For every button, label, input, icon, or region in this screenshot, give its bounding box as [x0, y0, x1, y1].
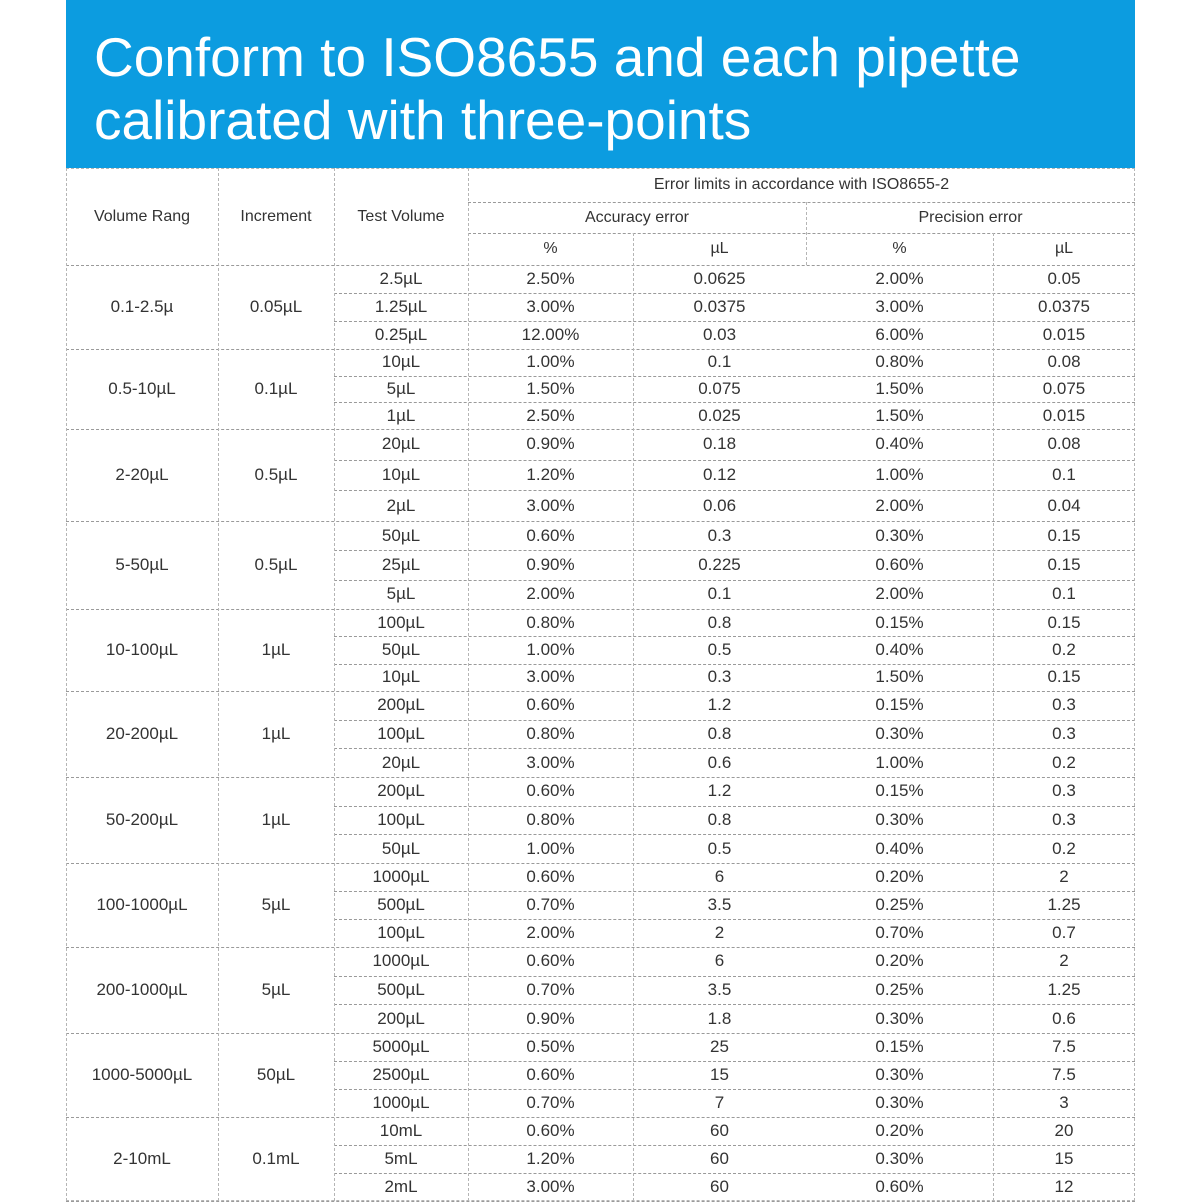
- accuracy-pct-cell: 0.60%: [526, 695, 575, 715]
- precision-pct-cell: 0.25%: [875, 895, 924, 914]
- accuracy-pct-cell: 2.00%: [526, 923, 575, 942]
- precision-ul-cell: 0.05: [1047, 269, 1081, 288]
- test-volume-cell: 10µL: [381, 464, 421, 484]
- header-test-volume: Test Volume: [357, 207, 445, 225]
- test-volume-cell: 5000µL: [372, 1037, 430, 1056]
- accuracy-ul-cell: 60: [710, 1149, 729, 1168]
- header-error-limits: Error limits in accordance with ISO8655-2: [653, 176, 950, 193]
- header-accuracy-error: Accuracy error: [584, 208, 690, 226]
- accuracy-pct-cell: 12.00%: [521, 325, 580, 344]
- accuracy-pct-cell: 1.00%: [526, 352, 575, 372]
- precision-pct-cell: 0.40%: [875, 838, 924, 858]
- precision-pct-cell: 6.00%: [875, 325, 924, 344]
- accuracy-ul-cell: 0.8: [707, 723, 732, 743]
- volume-range-cell: 0.1-2.5µ: [110, 297, 174, 316]
- precision-ul-cell: 0.015: [1042, 405, 1086, 425]
- precision-pct-cell: 1.50%: [875, 378, 924, 398]
- test-volume-cell: 500µL: [377, 895, 425, 914]
- increment-cell: 0.05µL: [249, 297, 303, 316]
- accuracy-ul-cell: 0.06: [702, 495, 737, 515]
- test-volume-cell: 1000µL: [372, 951, 430, 971]
- increment-cell: 50µL: [256, 1065, 296, 1084]
- precision-pct-cell: 1.00%: [875, 752, 924, 772]
- precision-pct-cell: 0.80%: [875, 352, 924, 372]
- volume-range-cell: 200-1000µL: [96, 980, 188, 999]
- increment-cell: 1µL: [261, 724, 291, 743]
- accuracy-pct-cell: 3.00%: [526, 752, 575, 772]
- accuracy-ul-cell: 1.2: [707, 695, 732, 715]
- test-volume-cell: 100µL: [377, 923, 425, 942]
- precision-pct-cell: 2.00%: [875, 269, 924, 288]
- test-volume-cell: 5mL: [384, 1149, 418, 1168]
- accuracy-pct-cell: 2.50%: [526, 269, 575, 288]
- accuracy-pct-cell: 3.00%: [526, 297, 575, 316]
- precision-pct-cell: 0.20%: [875, 867, 924, 886]
- accuracy-pct-cell: 0.60%: [526, 1065, 575, 1084]
- precision-ul-cell: 0.6: [1052, 1008, 1076, 1028]
- accuracy-pct-cell: 2.50%: [526, 405, 575, 425]
- accuracy-pct-cell: 0.60%: [526, 867, 575, 886]
- precision-pct-cell: 0.15%: [875, 1037, 924, 1056]
- precision-ul-cell: 0.3: [1052, 809, 1076, 829]
- accuracy-ul-cell: 60: [710, 1121, 729, 1140]
- precision-ul-cell: 1.25: [1047, 895, 1081, 914]
- accuracy-pct-cell: 3.00%: [526, 667, 575, 687]
- table-border: [66, 168, 1135, 1201]
- precision-pct-cell: 0.25%: [875, 979, 924, 999]
- test-volume-cell: 2.5µL: [379, 269, 423, 288]
- accuracy-ul-cell: 60: [710, 1177, 729, 1196]
- precision-ul-cell: 0.015: [1042, 325, 1086, 344]
- accuracy-ul-cell: 15: [710, 1065, 729, 1084]
- accuracy-ul-cell: 0.8: [707, 612, 732, 632]
- header-precision-ul: µL: [1054, 240, 1074, 257]
- precision-pct-cell: 0.30%: [875, 1093, 924, 1112]
- accuracy-pct-cell: 2.00%: [526, 584, 575, 604]
- precision-pct-cell: 1.50%: [875, 667, 924, 687]
- accuracy-pct-cell: 0.90%: [526, 1008, 575, 1028]
- accuracy-ul-cell: 0.03: [702, 325, 737, 344]
- volume-range-cell: 100-1000µL: [96, 895, 188, 914]
- accuracy-ul-cell: 6: [714, 951, 725, 971]
- test-volume-cell: 1000µL: [372, 1093, 430, 1112]
- precision-pct-cell: 0.30%: [875, 1065, 924, 1084]
- accuracy-pct-cell: 1.00%: [526, 639, 575, 659]
- test-volume-cell: 10µL: [381, 667, 421, 687]
- volume-range-cell: 50-200µL: [105, 810, 179, 829]
- increment-cell: 0.5µL: [254, 465, 298, 484]
- precision-ul-cell: 0.3: [1052, 723, 1076, 743]
- precision-pct-cell: 0.30%: [875, 1149, 924, 1168]
- test-volume-cell: 5µL: [386, 584, 416, 604]
- precision-ul-cell: 0.15: [1047, 554, 1081, 574]
- banner-title-line-2: calibrated with three-points: [94, 89, 752, 151]
- precision-ul-cell: 0.3: [1052, 781, 1076, 801]
- banner-title-line-1: Conform to ISO8655 and each pipette: [94, 26, 1021, 88]
- accuracy-ul-cell: 0.0375: [693, 297, 746, 316]
- precision-pct-cell: 0.30%: [875, 525, 924, 545]
- precision-ul-cell: 0.075: [1042, 378, 1086, 398]
- accuracy-pct-cell: 0.80%: [526, 723, 575, 743]
- specification-table: [66, 168, 1135, 1196]
- accuracy-ul-cell: 6: [714, 867, 725, 886]
- test-volume-cell: 50µL: [381, 525, 421, 545]
- accuracy-pct-cell: 0.50%: [526, 1037, 575, 1056]
- volume-range-cell: 0.5-10µL: [108, 379, 176, 398]
- accuracy-ul-cell: 0.5: [707, 838, 732, 858]
- accuracy-pct-cell: 0.60%: [526, 951, 575, 971]
- precision-ul-cell: 0.3: [1052, 695, 1076, 715]
- precision-pct-cell: 0.60%: [875, 1177, 924, 1196]
- accuracy-ul-cell: 0.18: [702, 434, 737, 454]
- accuracy-ul-cell: 2: [714, 923, 725, 942]
- precision-pct-cell: 3.00%: [875, 297, 924, 316]
- volume-range-cell: 1000-5000µL: [91, 1065, 193, 1084]
- precision-pct-cell: 2.00%: [875, 584, 924, 604]
- test-volume-cell: 1µL: [386, 405, 416, 425]
- accuracy-pct-cell: 1.00%: [526, 838, 575, 858]
- test-volume-cell: 1000µL: [372, 867, 430, 886]
- volume-range-cell: 2-10mL: [113, 1149, 171, 1168]
- test-volume-cell: 100µL: [377, 809, 425, 829]
- precision-ul-cell: 0.08: [1047, 352, 1081, 372]
- test-volume-cell: 0.25µL: [374, 325, 428, 344]
- precision-ul-cell: 0.04: [1047, 495, 1081, 515]
- accuracy-pct-cell: 0.70%: [526, 1093, 575, 1112]
- accuracy-ul-cell: 0.8: [707, 809, 732, 829]
- accuracy-ul-cell: 0.225: [698, 554, 741, 574]
- accuracy-ul-cell: 0.025: [698, 405, 741, 425]
- precision-ul-cell: 0.15: [1047, 667, 1081, 687]
- precision-pct-cell: 0.30%: [875, 1008, 924, 1028]
- precision-ul-cell: 2: [1059, 867, 1069, 886]
- accuracy-ul-cell: 1.8: [707, 1008, 732, 1028]
- header-volume-range: Volume Rang: [93, 207, 191, 225]
- precision-ul-cell: 2: [1059, 951, 1069, 971]
- precision-pct-cell: 0.15%: [875, 781, 924, 801]
- precision-ul-cell: 0.2: [1052, 639, 1076, 659]
- precision-ul-cell: 1.25: [1047, 979, 1081, 999]
- accuracy-pct-cell: 3.00%: [526, 1177, 575, 1196]
- precision-pct-cell: 1.50%: [875, 405, 924, 425]
- test-volume-cell: 10mL: [379, 1121, 423, 1140]
- increment-cell: 0.5µL: [254, 555, 298, 574]
- accuracy-ul-cell: 0.0625: [693, 269, 746, 288]
- precision-ul-cell: 0.15: [1047, 612, 1081, 632]
- test-volume-cell: 100µL: [377, 612, 425, 632]
- accuracy-ul-cell: 1.2: [707, 781, 732, 801]
- accuracy-pct-cell: 0.60%: [526, 1121, 575, 1140]
- accuracy-pct-cell: 0.90%: [526, 554, 575, 574]
- accuracy-pct-cell: 0.60%: [526, 781, 575, 801]
- precision-ul-cell: 20: [1054, 1121, 1074, 1140]
- test-volume-cell: 500µL: [377, 979, 425, 999]
- precision-ul-cell: 3: [1059, 1093, 1069, 1112]
- accuracy-ul-cell: 3.5: [707, 895, 732, 914]
- increment-cell: 5µL: [261, 895, 291, 914]
- test-volume-cell: 5µL: [386, 378, 416, 398]
- volume-range-cell: 2-20µL: [115, 465, 169, 484]
- header-accuracy-pct: %: [543, 240, 558, 257]
- precision-pct-cell: 0.30%: [875, 723, 924, 743]
- accuracy-pct-cell: 0.70%: [526, 895, 575, 914]
- test-volume-cell: 20µL: [381, 434, 421, 454]
- increment-cell: 0.1µL: [254, 379, 298, 398]
- accuracy-pct-cell: 3.00%: [526, 495, 575, 515]
- precision-ul-cell: 0.1: [1052, 584, 1076, 604]
- test-volume-cell: 200µL: [377, 781, 425, 801]
- accuracy-ul-cell: 0.3: [707, 667, 732, 687]
- accuracy-ul-cell: 3.5: [707, 979, 732, 999]
- precision-ul-cell: 0.08: [1047, 434, 1081, 454]
- precision-ul-cell: 0.7: [1052, 923, 1076, 942]
- precision-ul-cell: 0.1: [1052, 464, 1076, 484]
- accuracy-pct-cell: 0.80%: [526, 612, 575, 632]
- precision-ul-cell: 0.0375: [1038, 297, 1090, 316]
- accuracy-pct-cell: 0.90%: [526, 434, 575, 454]
- precision-ul-cell: 0.2: [1052, 838, 1076, 858]
- increment-cell: 1µL: [261, 810, 291, 829]
- test-volume-cell: 1.25µL: [374, 297, 428, 316]
- accuracy-ul-cell: 0.3: [707, 525, 732, 545]
- precision-pct-cell: 0.30%: [875, 809, 924, 829]
- precision-pct-cell: 0.70%: [875, 923, 924, 942]
- test-volume-cell: 200µL: [377, 1008, 425, 1028]
- precision-ul-cell: 7.5: [1052, 1037, 1076, 1056]
- precision-pct-cell: 0.40%: [875, 639, 924, 659]
- precision-pct-cell: 0.60%: [875, 554, 924, 574]
- accuracy-ul-cell: 7: [714, 1093, 725, 1112]
- precision-pct-cell: 0.40%: [875, 434, 924, 454]
- precision-pct-cell: 1.00%: [875, 464, 924, 484]
- increment-cell: 1µL: [261, 640, 291, 659]
- test-volume-cell: 100µL: [377, 723, 425, 743]
- header-accuracy-ul: µL: [710, 240, 729, 257]
- accuracy-pct-cell: 0.60%: [526, 525, 575, 545]
- accuracy-ul-cell: 0.1: [707, 352, 732, 372]
- test-volume-cell: 2500µL: [372, 1065, 430, 1084]
- test-volume-cell: 25µL: [381, 554, 421, 574]
- volume-range-cell: 10-100µL: [105, 640, 179, 659]
- accuracy-ul-cell: 0.075: [698, 378, 741, 398]
- accuracy-pct-cell: 1.50%: [526, 378, 575, 398]
- volume-range-cell: 5-50µL: [115, 555, 169, 574]
- accuracy-ul-cell: 0.6: [707, 752, 732, 772]
- test-volume-cell: 10µL: [381, 352, 421, 372]
- increment-cell: 5µL: [261, 980, 291, 999]
- increment-cell: 0.1mL: [252, 1149, 300, 1168]
- test-volume-cell: 2mL: [384, 1177, 418, 1196]
- test-volume-cell: 20µL: [381, 752, 421, 772]
- accuracy-pct-cell: 1.20%: [526, 464, 575, 484]
- header-precision-error: Precision error: [918, 208, 1023, 226]
- precision-ul-cell: 7.5: [1052, 1065, 1076, 1084]
- test-volume-cell: 200µL: [377, 695, 425, 715]
- precision-pct-cell: 0.20%: [875, 951, 924, 971]
- accuracy-ul-cell: 25: [710, 1037, 729, 1056]
- accuracy-ul-cell: 0.5: [707, 639, 732, 659]
- accuracy-pct-cell: 0.70%: [526, 979, 575, 999]
- precision-ul-cell: 0.2: [1052, 752, 1076, 772]
- accuracy-pct-cell: 1.20%: [526, 1149, 575, 1168]
- precision-pct-cell: 0.20%: [875, 1121, 924, 1140]
- precision-ul-cell: 0.15: [1047, 525, 1081, 545]
- header-precision-pct: %: [892, 240, 907, 257]
- accuracy-ul-cell: 0.1: [707, 584, 732, 604]
- test-volume-cell: 50µL: [381, 639, 421, 659]
- precision-ul-cell: 12: [1054, 1177, 1074, 1196]
- accuracy-ul-cell: 0.12: [702, 464, 737, 484]
- test-volume-cell: 2µL: [386, 495, 416, 515]
- volume-range-cell: 20-200µL: [105, 724, 179, 743]
- precision-pct-cell: 0.15%: [875, 695, 924, 715]
- precision-ul-cell: 15: [1054, 1149, 1074, 1168]
- accuracy-pct-cell: 0.80%: [526, 809, 575, 829]
- title-banner: [66, 0, 1135, 168]
- precision-pct-cell: 2.00%: [875, 495, 924, 515]
- precision-pct-cell: 0.15%: [875, 612, 924, 632]
- header-increment: Increment: [240, 207, 312, 225]
- test-volume-cell: 50µL: [381, 838, 421, 858]
